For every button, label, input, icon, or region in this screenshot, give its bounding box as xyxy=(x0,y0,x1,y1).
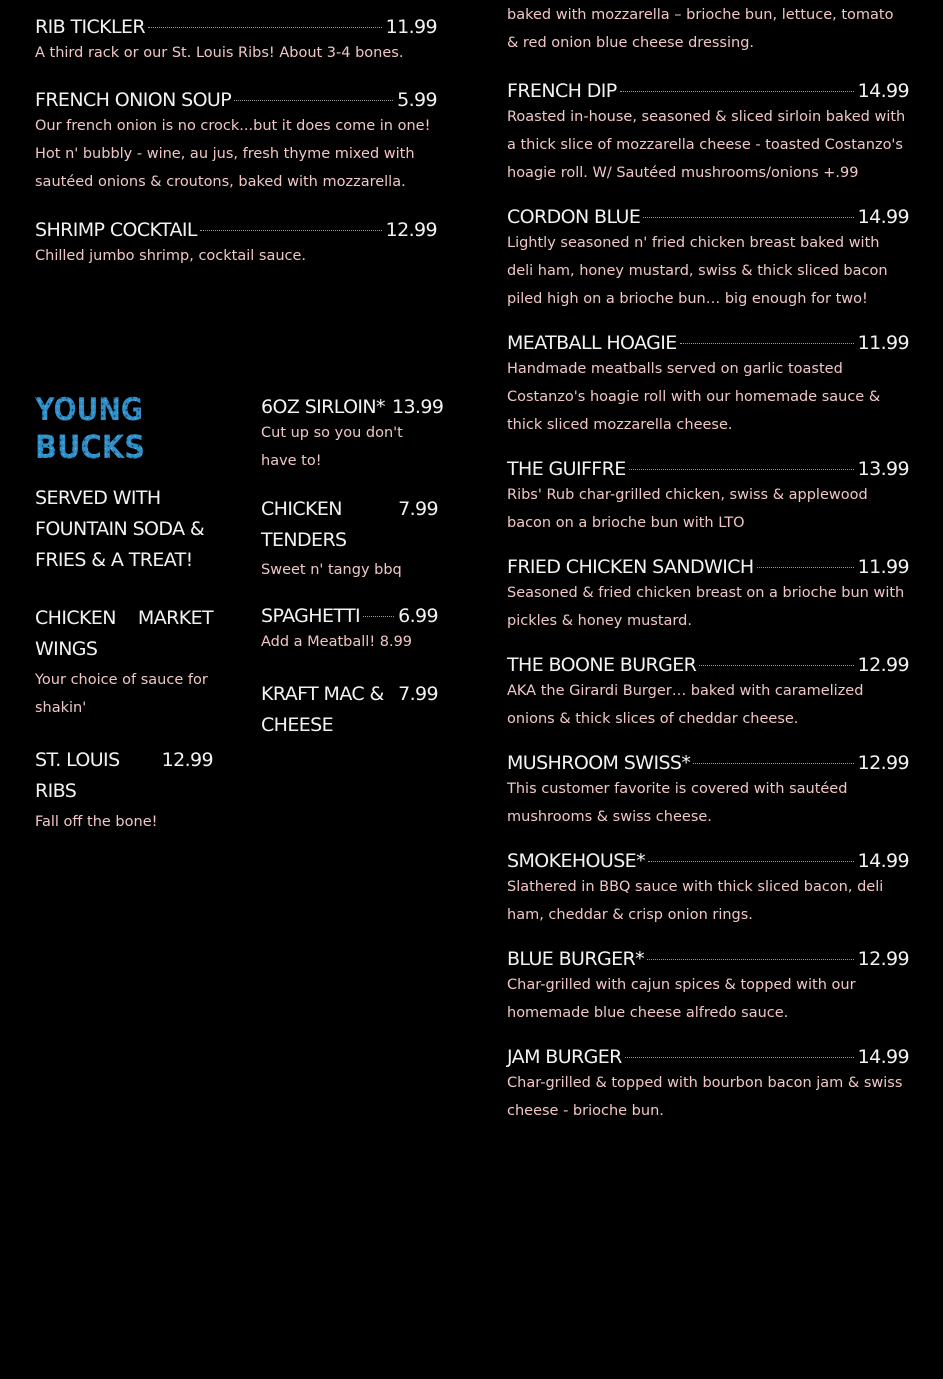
menu-item xyxy=(35,89,437,196)
menu-item xyxy=(507,332,909,439)
item-price: 12.99 xyxy=(857,752,909,774)
item-price: 14.99 xyxy=(857,1046,909,1068)
menu-item xyxy=(507,206,909,313)
item-price: 11.99 xyxy=(385,16,437,38)
item-description: Cut up so you don't have to! xyxy=(261,425,403,469)
menu-item xyxy=(261,494,438,584)
item-price: 11.99 xyxy=(857,332,909,354)
item-price: 12.99 xyxy=(857,948,909,970)
appetizer-section xyxy=(35,16,437,293)
item-name: FRIED CHICKEN SANDWICH xyxy=(507,556,754,578)
item-name: SHRIMP COCKTAIL xyxy=(35,219,197,241)
item-price: 12.99 xyxy=(161,749,213,771)
menu-item xyxy=(507,752,909,831)
item-description: AKA the Girardi Burger… baked with caramelized onions & thick slices of cheddar cheese. xyxy=(507,683,864,727)
item-price: 13.99 xyxy=(391,396,444,418)
leader-dots xyxy=(629,469,854,470)
item-name: 6OZ SIRLOIN* xyxy=(261,396,385,418)
item-price: 11.99 xyxy=(857,556,909,578)
item-description: Chilled jumbo shrimp, cocktail sauce. xyxy=(35,248,307,264)
leader-dots xyxy=(693,763,853,764)
menu-item xyxy=(261,679,438,741)
item-name: THE GUIFFRE xyxy=(507,458,626,480)
item-price: 12.99 xyxy=(385,219,437,241)
logo-text-line1: YOUNG xyxy=(34,392,144,428)
item-name: FRENCH ONION SOUP xyxy=(35,89,232,111)
menu-item xyxy=(507,654,909,733)
item-description: Handmade meatballs served on garlic toasted Costanzo's hoagie roll with our homemade sauce & thick sliced mozzarella cheese. xyxy=(507,361,881,433)
leader-dots xyxy=(363,616,394,617)
menu-item xyxy=(35,745,213,836)
item-description: Add a Meatball! 8.99 xyxy=(261,634,413,650)
leader-dots xyxy=(148,27,382,28)
menu-item xyxy=(507,1046,909,1125)
young-bucks-section xyxy=(35,390,213,836)
item-name: SPAGHETTI xyxy=(261,605,361,627)
young-bucks-logo xyxy=(34,390,145,466)
item-price: 14.99 xyxy=(857,80,909,102)
item-price: MARKET xyxy=(137,607,213,629)
leader-dots xyxy=(648,861,854,862)
leader-dots xyxy=(699,665,853,666)
menu-item xyxy=(35,603,213,722)
item-price: 6.99 xyxy=(398,605,438,627)
menu-item xyxy=(507,850,909,929)
item-description: A third rack or our St. Louis Ribs! About 3-4 bones. xyxy=(35,45,404,61)
logo-text-line2: BUCKS xyxy=(35,428,145,466)
leader-dots xyxy=(647,959,854,960)
served-with-note: SERVED WITH FOUNTAIN SODA & FRIES & A TREAT! xyxy=(35,487,205,571)
sandwich-burger-section xyxy=(507,0,909,1144)
item-name: BLUE BURGER* xyxy=(507,948,644,970)
item-description: Your choice of sauce for shakin' xyxy=(35,672,208,716)
item-description: Seasoned & fried chicken breast on a brioche bun with pickles & honey mustard. xyxy=(507,585,905,629)
item-name: MUSHROOM SWISS* xyxy=(507,752,691,774)
item-name: SMOKEHOUSE* xyxy=(507,850,645,872)
item-description: This customer favorite is covered with sautéed mushrooms & swiss cheese. xyxy=(507,781,848,825)
item-description: Char-grilled with cajun spices & topped with our homemade blue cheese alfredo sauce. xyxy=(507,977,856,1021)
menu-list xyxy=(507,80,909,1125)
item-name: FRENCH DIP xyxy=(507,80,617,102)
leader-dots xyxy=(680,343,854,344)
item-name: JAM BURGER xyxy=(507,1046,622,1068)
menu-item xyxy=(35,219,437,270)
item-name: ST. LOUIS RIBS xyxy=(35,749,120,802)
menu-item xyxy=(507,556,909,635)
item-description: Sweet n' tangy bbq xyxy=(261,562,402,578)
item-description: Our french onion is no crock...but it does come in one! Hot n' bubbly - wine, au jus, fresh thyme mixed with sautéed onions & croutons, baked with mozzarella. xyxy=(35,118,431,190)
leader-dots xyxy=(234,100,393,101)
item-name: CHICKEN WINGS xyxy=(35,607,116,660)
menu-item xyxy=(261,396,444,475)
item-name: KRAFT MAC & CHEESE xyxy=(261,683,384,736)
leader-dots xyxy=(757,567,854,568)
item-name: MEATBALL HOAGIE xyxy=(507,332,677,354)
leader-dots xyxy=(620,91,854,92)
continued-description: baked with mozzarella – brioche bun, lettuce, tomato & red onion blue cheese dressing. xyxy=(507,7,894,51)
item-description: Ribs' Rub char-grilled chicken, swiss & applewood bacon on a brioche bun with LTO xyxy=(507,487,868,531)
item-description: Roasted in-house, seasoned & sliced sirloin baked with a thick slice of mozzarella cheese - toasted Costanzo's hoagie roll. W/ Sautéed mushrooms/onions +.99 xyxy=(507,109,906,181)
item-price: 13.99 xyxy=(857,458,909,480)
item-description: Lightly seasoned n' fried chicken breast baked with deli ham, honey mustard, swiss & thick sliced bacon piled high on a brioche bun… big enough for two! xyxy=(507,235,888,307)
item-price: 12.99 xyxy=(857,654,909,676)
leader-dots xyxy=(625,1057,854,1058)
item-name: CHICKEN TENDERS xyxy=(261,498,347,551)
item-price: 7.99 xyxy=(398,498,438,520)
item-price: 7.99 xyxy=(398,683,438,705)
leader-dots xyxy=(200,230,382,231)
item-description: Char-grilled & topped with bourbon bacon jam & swiss cheese - brioche bun. xyxy=(507,1075,903,1119)
item-price: 5.99 xyxy=(397,89,437,111)
menu-item xyxy=(261,605,438,656)
item-name: THE BOONE BURGER xyxy=(507,654,697,676)
item-name: CORDON BLUE xyxy=(507,206,641,228)
young-bucks-items xyxy=(261,396,444,741)
menu-item xyxy=(507,948,909,1027)
item-description: Fall off the bone! xyxy=(35,814,158,830)
item-name: RIB TICKLER xyxy=(35,16,146,38)
menu-item xyxy=(507,80,909,187)
item-price: 14.99 xyxy=(857,850,909,872)
item-description: Slathered in BBQ sauce with thick sliced bacon, deli ham, cheddar & crisp onion rings. xyxy=(507,879,884,923)
item-price: 14.99 xyxy=(857,206,909,228)
leader-dots xyxy=(643,217,853,218)
menu-item xyxy=(35,16,437,67)
menu-item xyxy=(507,458,909,537)
